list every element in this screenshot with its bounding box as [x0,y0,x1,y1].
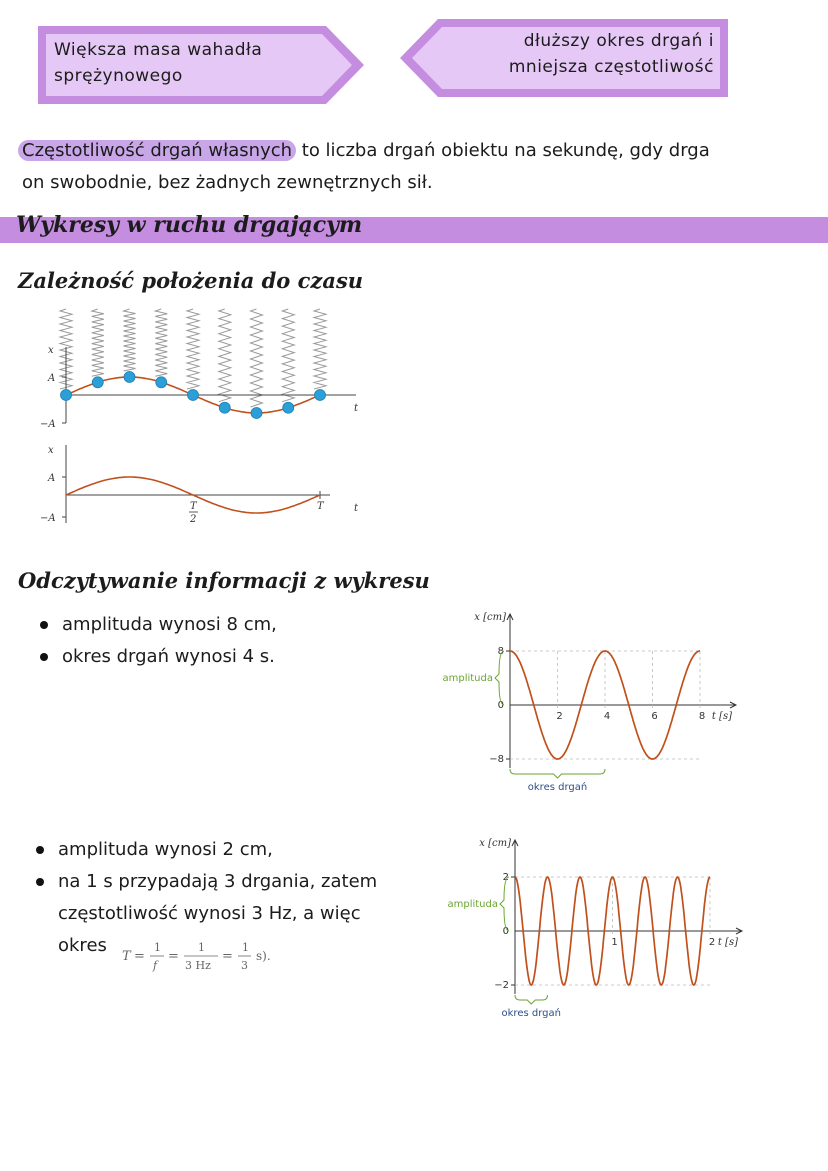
bullet-text: amplituda wynosi 8 cm, [62,614,277,635]
formula-den-3: 3 [241,959,248,972]
top-a-label: A [48,373,56,384]
period-formula [118,936,288,980]
callout-left-line2: sprężynowego [54,66,183,86]
spring-coil [124,309,136,371]
example2-bullet-1 [32,834,377,866]
bullet-text: amplituda wynosi 2 cm, [58,839,273,860]
top-t-label: t [354,403,359,414]
formula-s: s). [256,949,271,963]
callout-right-line2: mniejsza częstotliwość [508,57,714,77]
x-tick-label: 8 [698,711,706,722]
definition-rest: to liczba drgań obiektu na sekundę, gdy drga [296,140,710,161]
bullet-text: częstotliwość wynosi 3 Hz, a więc [58,903,361,924]
x-axis-label: t [s] [711,711,732,722]
chart-amplitude-8cm [420,610,770,800]
bottom-t-label: t [354,503,359,514]
spring-coil [92,309,104,376]
spring-ball [315,390,326,401]
y-tick-label: 2 [502,872,509,883]
definition-term: Częstotliwość drgań własnych [18,140,296,161]
spring-coil [187,309,199,389]
spring-ball [156,377,167,388]
callout-left-line1: Większa masa wahadła [54,40,263,60]
y-axis-label: x [cm] [474,612,506,623]
bullet-dot [36,878,44,886]
example1-bullet-1 [36,609,277,641]
formula-num-3: 1 [242,941,249,954]
bottom-neg-a-label: −A [40,513,56,524]
formula-eq-2: = [168,949,179,964]
chart-amplitude-2cm [420,836,770,1026]
callout-left [36,24,366,106]
x-tick-label: 1 [611,937,618,948]
section-title: Wykresy w ruchu drgającym [16,212,363,238]
example2-bullet-2 [32,866,377,898]
bullet-dot [40,621,48,629]
bullet-text: okres drgań wynosi 4 s. [62,646,275,667]
subtitle-position-time: Zależność położenia do czasu [18,268,364,293]
bullet-text: okres [58,935,107,956]
spring-ball [61,390,72,401]
x-axis-label: t [s] [717,937,738,948]
period-label: T [317,501,324,512]
spring-ball [124,372,135,383]
y-tick-label: −8 [489,754,504,765]
definition-line-1 [18,136,710,166]
bullet-dot [36,846,44,854]
y-tick-label: 8 [497,646,504,657]
formula-t: T [122,949,131,964]
example1-bullets [36,609,277,673]
y-tick-label: −2 [494,980,509,991]
spring-ball [283,402,294,413]
spring-ball [251,408,262,419]
x-tick-label: 2 [708,937,716,948]
formula-eq-1: = [134,949,145,964]
spring-ball [219,402,230,413]
y-axis-label: x [cm] [479,838,511,849]
callout-right-line1: dłuższy okres drgań i [523,31,714,51]
period-annotation-label: okres drgań [527,782,588,793]
x-tick-label: 6 [651,711,658,722]
formula-den-f: f [153,959,158,972]
bottom-a-label: A [48,473,56,484]
bottom-y-label: x [48,445,54,456]
spring-coil [314,309,326,389]
half-period-denominator: 2 [190,514,197,525]
spring-coil [251,309,263,407]
definition-line-2: on swobodnie, bez żadnych zewnętrznych sił. [22,172,433,193]
y-tick-label: 0 [497,700,504,711]
period-annotation-label: okres drgań [501,1008,561,1019]
callout-right [398,17,730,99]
x-tick-label: 4 [603,711,611,722]
subtitle-reading: Odczytywanie informacji z wykresu [18,568,430,593]
x-tick-label: 2 [556,711,563,722]
spring-oscillation-diagram [30,305,370,535]
formula-num-1: 1 [154,941,161,954]
period-brace [515,995,548,1004]
example2-bullet-3 [32,898,377,930]
spring-coil [282,309,294,402]
bullet-dot [40,653,48,661]
formula-num-2: 1 [198,941,205,954]
spring-ball [188,390,199,401]
spring-coil [155,309,167,376]
period-brace [510,769,605,778]
amplitude-label: amplituda [447,899,498,910]
top-y-label: x [48,345,54,356]
formula-den-hz: 3 Hz [185,959,211,972]
half-period-numerator: T [190,501,197,512]
spring-ball [92,377,103,388]
y-tick-label: 0 [502,926,509,937]
amplitude-label: amplituda [442,673,493,684]
amplitude-brace [495,651,504,705]
top-neg-a-label: −A [40,419,56,430]
example1-bullet-2 [36,641,277,673]
bullet-text: na 1 s przypadają 3 drgania, zatem [58,871,378,892]
amplitude-brace [500,877,509,931]
formula-eq-3: = [222,949,233,964]
spring-coil [219,309,231,402]
